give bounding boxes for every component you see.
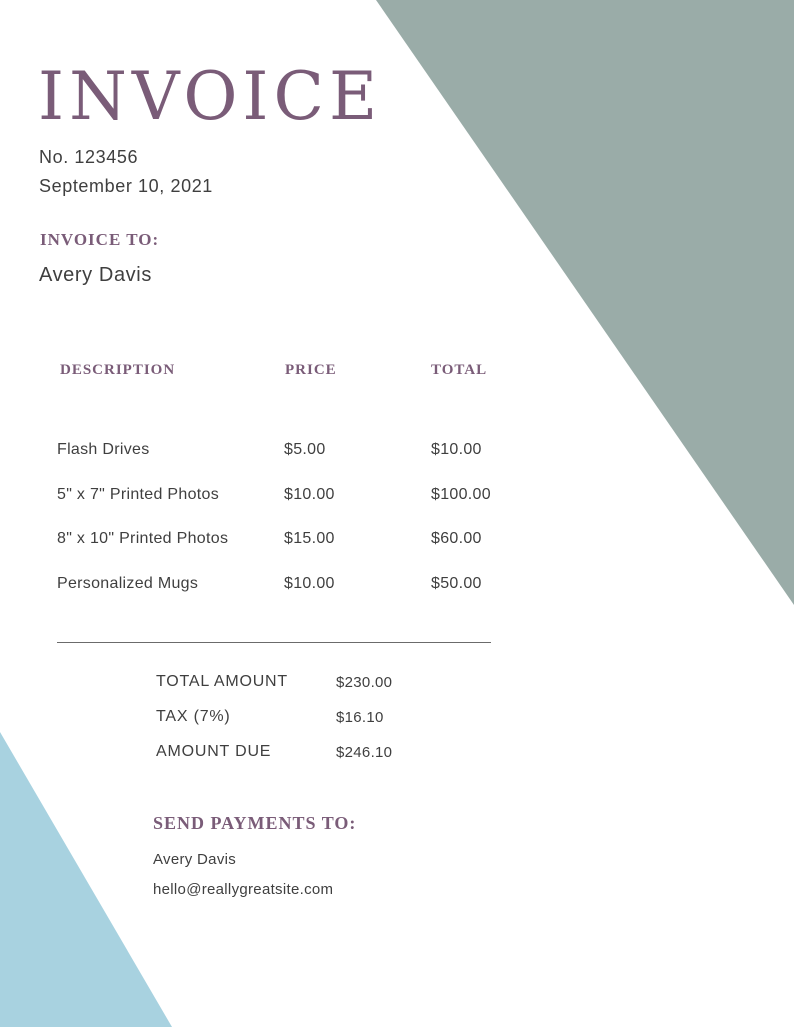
item-description: 5" x 7" Printed Photos: [57, 486, 220, 503]
total-amount-label: TOTAL AMOUNT: [156, 673, 288, 690]
payee-name: Avery Davis: [153, 851, 237, 868]
item-total: $100.00: [431, 486, 491, 503]
amount-due-label: AMOUNT DUE: [156, 743, 272, 760]
invoice-title: INVOICE: [38, 58, 383, 135]
bill-to-name: Avery Davis: [39, 264, 152, 286]
item-price: $5.00: [284, 441, 326, 458]
item-price: $10.00: [284, 575, 335, 592]
header-total: TOTAL: [431, 362, 488, 378]
send-payments-heading: SEND PAYMENTS TO:: [153, 813, 357, 833]
item-total: $60.00: [431, 530, 482, 547]
table-divider: [57, 642, 491, 643]
tax-label: TAX (7%): [156, 708, 231, 725]
item-description: Personalized Mugs: [57, 575, 199, 592]
item-description: Flash Drives: [57, 441, 150, 458]
total-amount-value: $230.00: [336, 674, 393, 691]
sage-triangle: [376, 0, 794, 605]
amount-due-value: $246.10: [336, 744, 393, 761]
header-price: PRICE: [285, 362, 337, 378]
item-price: $15.00: [284, 530, 335, 547]
invoice-number: No. 123456: [39, 147, 139, 167]
item-total: $10.00: [431, 441, 482, 458]
invoice-to-heading: INVOICE TO:: [40, 230, 160, 249]
tax-value: $16.10: [336, 709, 384, 726]
header-description: DESCRIPTION: [60, 362, 176, 378]
item-total: $50.00: [431, 575, 482, 592]
invoice-date: September 10, 2021: [39, 176, 213, 196]
blue-triangle: [0, 732, 172, 1027]
item-description: 8" x 10" Printed Photos: [57, 530, 229, 547]
payee-email: hello@reallygreatsite.com: [153, 881, 334, 898]
item-price: $10.00: [284, 486, 335, 503]
